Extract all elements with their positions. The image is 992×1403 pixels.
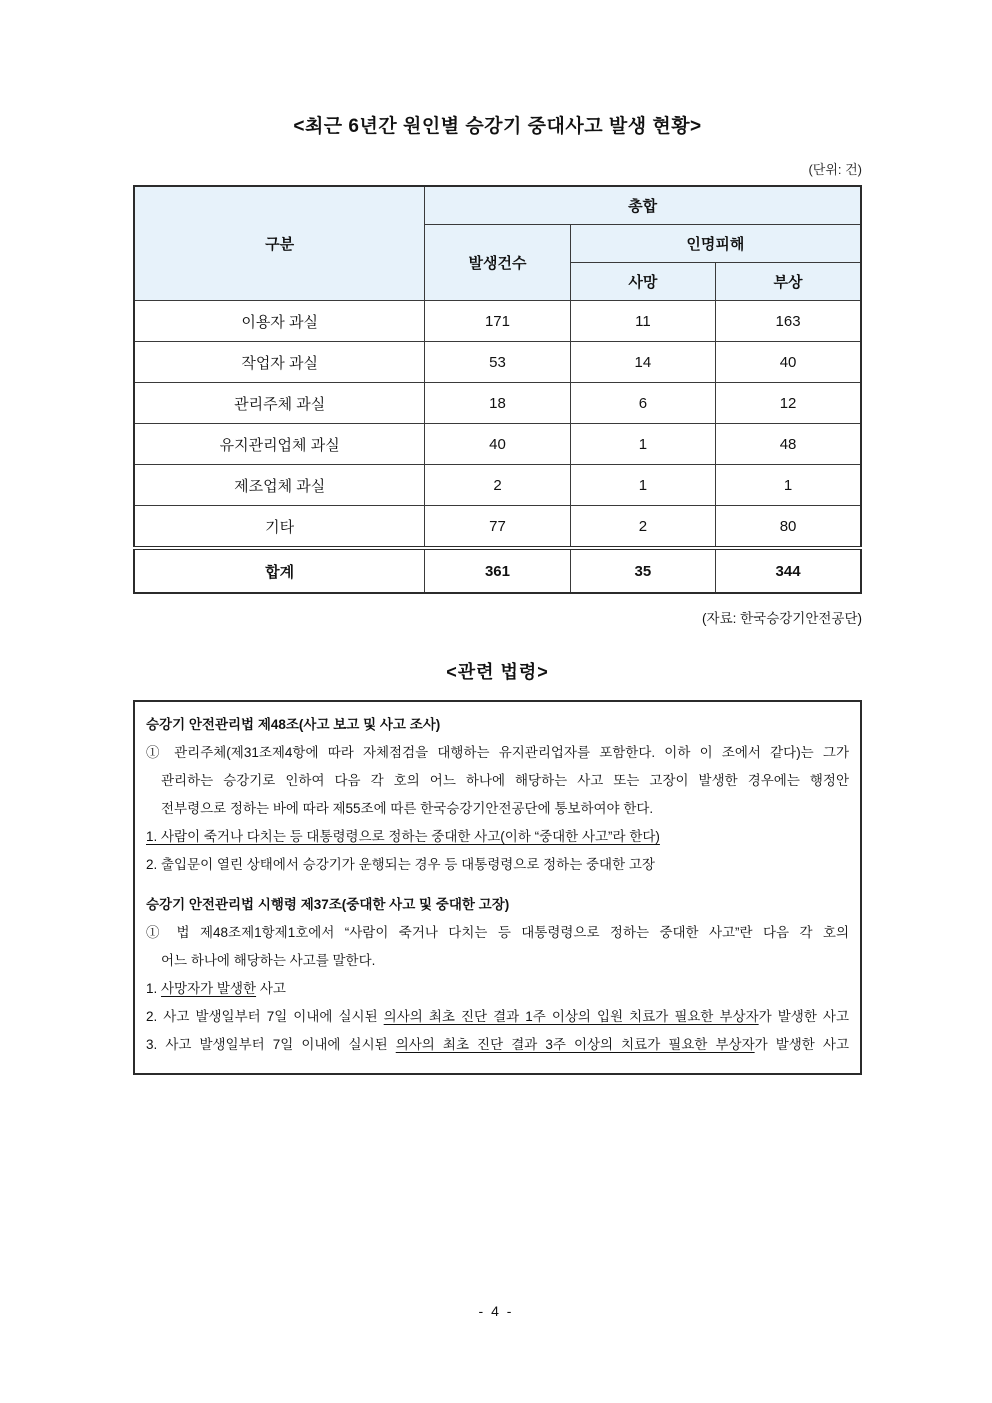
source-note: (자료: 한국승강기안전공단) xyxy=(702,611,862,626)
table-row-user-fault xyxy=(134,301,861,342)
header-cell-total: 총합 xyxy=(425,186,861,225)
article-48-clause1-line2: 관리하는 승강기로 인하여 다음 각 호의 어느 하나에 해당하는 사고 또는 고장이 발생한 경우에는 행정안 xyxy=(161,773,849,788)
header-cell-category: 구분 xyxy=(134,186,425,301)
page-content xyxy=(133,0,862,1075)
table-row-worker-fault xyxy=(134,342,861,383)
table-row-manufacturer-fault xyxy=(134,465,861,506)
table-header-row-1 xyxy=(134,186,861,225)
article-48-clause1-line1: ① 관리주체(제31조제4항에 따라 자체점검을 대행하는 유지관리업자를 포함한다. 이하 이 조에서 같다)는 그가 xyxy=(146,745,849,760)
cell-occurrences: 171 xyxy=(425,301,570,342)
item-3-suffix: 가 발생한 사고 xyxy=(754,1037,849,1052)
cell-injuries: 80 xyxy=(716,506,861,549)
total-injuries: 344 xyxy=(716,548,861,593)
table-row-etc xyxy=(134,506,861,549)
cell-deaths: 6 xyxy=(570,383,715,424)
document-title: <최근 6년간 원인별 승강기 중대사고 발생 현황> xyxy=(293,116,702,137)
article-37-item-3 xyxy=(146,1031,849,1059)
article-48-item-1-text: 1. 사람이 죽거나 다치는 등 대통령령으로 정하는 중대한 사고(이하 “중대한 사고”라 한다) xyxy=(146,829,660,844)
cell-injuries: 1 xyxy=(716,465,861,506)
row-label: 제조업체 과실 xyxy=(134,465,425,506)
cell-occurrences: 53 xyxy=(425,342,570,383)
article-48-block xyxy=(146,711,849,879)
item-1-suffix: 사고 xyxy=(256,981,286,996)
law-text-box xyxy=(133,700,862,1075)
cell-injuries: 48 xyxy=(716,424,861,465)
total-occurrences: 361 xyxy=(425,548,570,593)
law-section-title: <관련 법령> xyxy=(446,662,549,682)
article-37-item-1 xyxy=(146,975,849,1003)
item-1-prefix: 1. xyxy=(146,981,162,996)
cell-injuries: 40 xyxy=(716,342,861,383)
header-cell-casualties: 인명피해 xyxy=(570,225,861,263)
page-number: - 4 - xyxy=(478,1303,514,1319)
row-label: 유지관리업체 과실 xyxy=(134,424,425,465)
item-1-underlined: 사망자가 발생한 xyxy=(161,981,257,996)
total-deaths: 35 xyxy=(570,548,715,593)
cell-deaths: 1 xyxy=(570,465,715,506)
article-37-clause1-line2: 어느 하나에 해당하는 사고를 말한다. xyxy=(161,953,376,968)
article-48-item-1 xyxy=(146,823,849,851)
article-37-clause1-line1: ① 법 제48조제1항제1호에서 “사람이 죽거나 다치는 등 대통령령으로 정하는 중대한 사고”란 다음 각 호의 xyxy=(146,925,849,940)
total-label: 합계 xyxy=(134,548,425,593)
item-2-underlined: 의사의 최초 진단 결과 1주 이상의 입원 치료가 필요한 부상자 xyxy=(383,1009,759,1024)
accident-table xyxy=(133,185,862,594)
item-2-suffix: 가 발생한 사고 xyxy=(758,1009,850,1024)
article-37-heading: 승강기 안전관리법 시행령 제37조(중대한 사고 및 중대한 고장) xyxy=(146,897,510,912)
row-label: 작업자 과실 xyxy=(134,342,425,383)
cell-deaths: 11 xyxy=(570,301,715,342)
cell-occurrences: 18 xyxy=(425,383,570,424)
article-48-item-2: 2. 출입문이 열린 상태에서 승강기가 운행되는 경우 등 대통령령으로 정하는 중대한 고장 xyxy=(146,857,655,872)
item-2-prefix: 2. 사고 발생일부터 7일 이내에 실시된 xyxy=(146,1009,384,1024)
article-37-block xyxy=(146,891,849,1059)
row-label: 기타 xyxy=(134,506,425,549)
row-label: 관리주체 과실 xyxy=(134,383,425,424)
cell-deaths: 2 xyxy=(570,506,715,549)
table-row-manager-fault xyxy=(134,383,861,424)
table-row-maintenance-fault xyxy=(134,424,861,465)
header-cell-deaths: 사망 xyxy=(570,263,715,301)
cell-deaths: 1 xyxy=(570,424,715,465)
article-37-item-2 xyxy=(146,1003,849,1031)
row-label: 이용자 과실 xyxy=(134,301,425,342)
cell-injuries: 163 xyxy=(716,301,861,342)
unit-note: (단위: 건) xyxy=(808,162,862,177)
item-3-prefix: 3. 사고 발생일부터 7일 이내에 실시된 xyxy=(146,1037,396,1052)
cell-deaths: 14 xyxy=(570,342,715,383)
header-cell-injuries: 부상 xyxy=(716,263,861,301)
cell-occurrences: 77 xyxy=(425,506,570,549)
cell-occurrences: 40 xyxy=(425,424,570,465)
item-3-underlined: 의사의 최초 진단 결과 3주 이상의 치료가 필요한 부상자 xyxy=(395,1037,755,1052)
header-cell-occurrences: 발생건수 xyxy=(425,225,570,301)
table-row-total xyxy=(134,548,861,593)
cell-occurrences: 2 xyxy=(425,465,570,506)
article-48-clause1-line3: 전부령으로 정하는 바에 따라 제55조에 따른 한국승강기안전공단에 통보하여야 한다. xyxy=(161,801,654,816)
cell-injuries: 12 xyxy=(716,383,861,424)
article-48-heading: 승강기 안전관리법 제48조(사고 보고 및 사고 조사) xyxy=(146,717,441,732)
